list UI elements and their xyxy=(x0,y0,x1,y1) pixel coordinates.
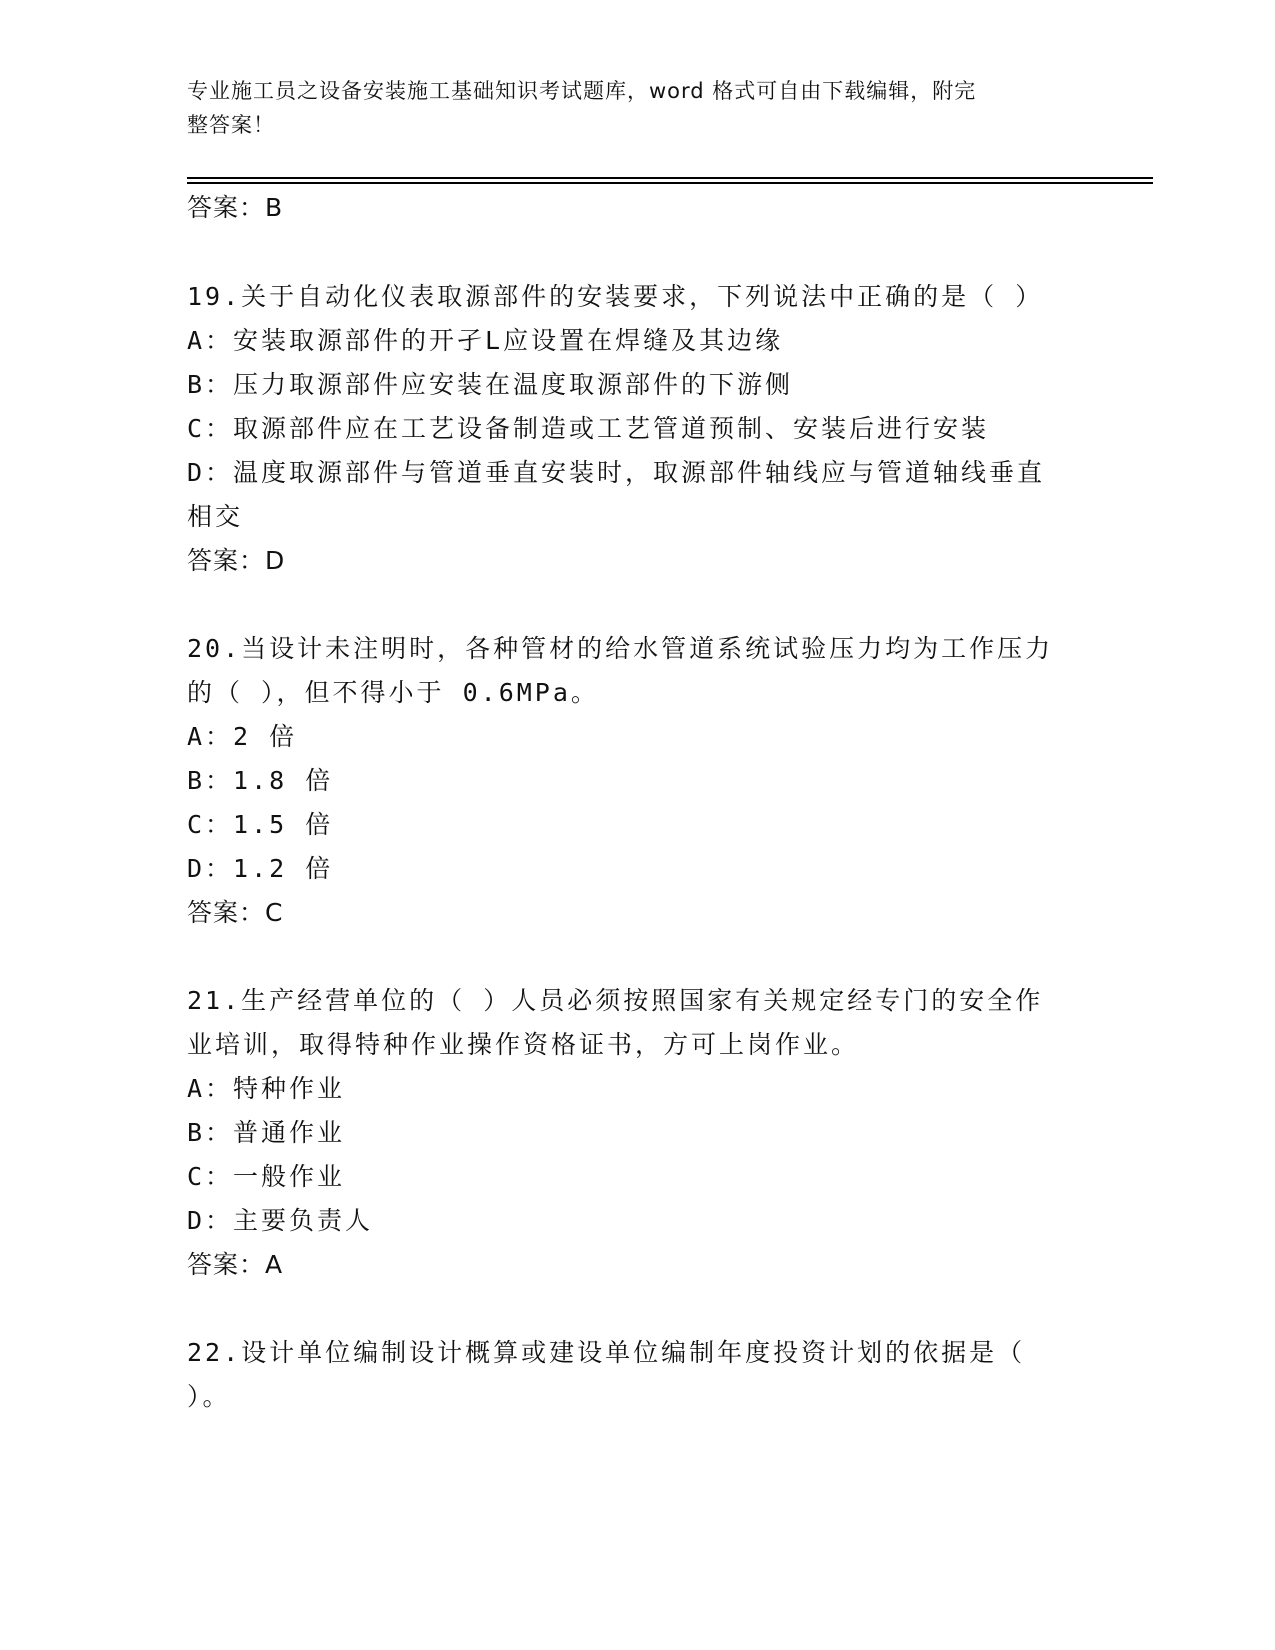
question-19-option-d-cont: 相交 xyxy=(187,502,244,531)
question-22-stem-cont: ）。 xyxy=(187,1382,231,1411)
question-20-option-b: B：1.8 倍 xyxy=(187,766,334,795)
previous-answer: 答案：B xyxy=(187,193,284,222)
question-20-option-d: D：1.2 倍 xyxy=(187,854,334,883)
question-22-stem: 22.设计单位编制设计概算或建设单位编制年度投资计划的依据是（ xyxy=(187,1338,1026,1367)
question-20-option-a: A：2 倍 xyxy=(187,722,298,751)
header-divider-bottom xyxy=(187,182,1153,184)
header-line-2: 整答案！ xyxy=(187,113,275,137)
question-19-option-c: C：取源部件应在工艺设备制造或工艺管道预制、安装后进行安装 xyxy=(187,414,990,443)
question-21-stem: 21.生产经营单位的（ ）人员必须按照国家有关规定经专门的安全作 xyxy=(187,986,1044,1015)
question-21-option-c: C：一般作业 xyxy=(187,1162,346,1191)
question-21-answer: 答案：A xyxy=(187,1250,284,1279)
question-21-option-a: A：特种作业 xyxy=(187,1074,346,1103)
question-21-option-b: B：普通作业 xyxy=(187,1118,346,1147)
document-header xyxy=(187,74,1067,142)
question-20-option-c: C：1.5 倍 xyxy=(187,810,334,839)
question-21-option-d: D：主要负责人 xyxy=(187,1206,374,1235)
question-20-stem-cont: 的（ ），但不得小于 0.6MPa。 xyxy=(187,678,599,707)
question-21-stem-cont: 业培训，取得特种作业操作资格证书，方可上岗作业。 xyxy=(187,1030,860,1059)
header-divider-top xyxy=(187,177,1153,179)
question-20-answer: 答案：C xyxy=(187,898,284,927)
question-19-answer: 答案：D xyxy=(187,546,286,575)
question-19-option-d: D：温度取源部件与管道垂直安装时，取源部件轴线应与管道轴线垂直 xyxy=(187,458,1046,487)
question-19-stem: 19.关于自动化仪表取源部件的安装要求，下列说法中正确的是（ ） xyxy=(187,282,1044,311)
question-19-option-b: B：压力取源部件应安装在温度取源部件的下游侧 xyxy=(187,370,794,399)
question-20-stem: 20.当设计未注明时，各种管材的给水管道系统试验压力均为工作压力 xyxy=(187,634,1054,663)
question-19-option-a: A：安装取源部件的开孑L应设置在焊缝及其边缘 xyxy=(187,326,784,355)
header-line-1: 专业施工员之设备安装施工基础知识考试题库，word 格式可自由下载编辑，附完 xyxy=(187,79,977,103)
